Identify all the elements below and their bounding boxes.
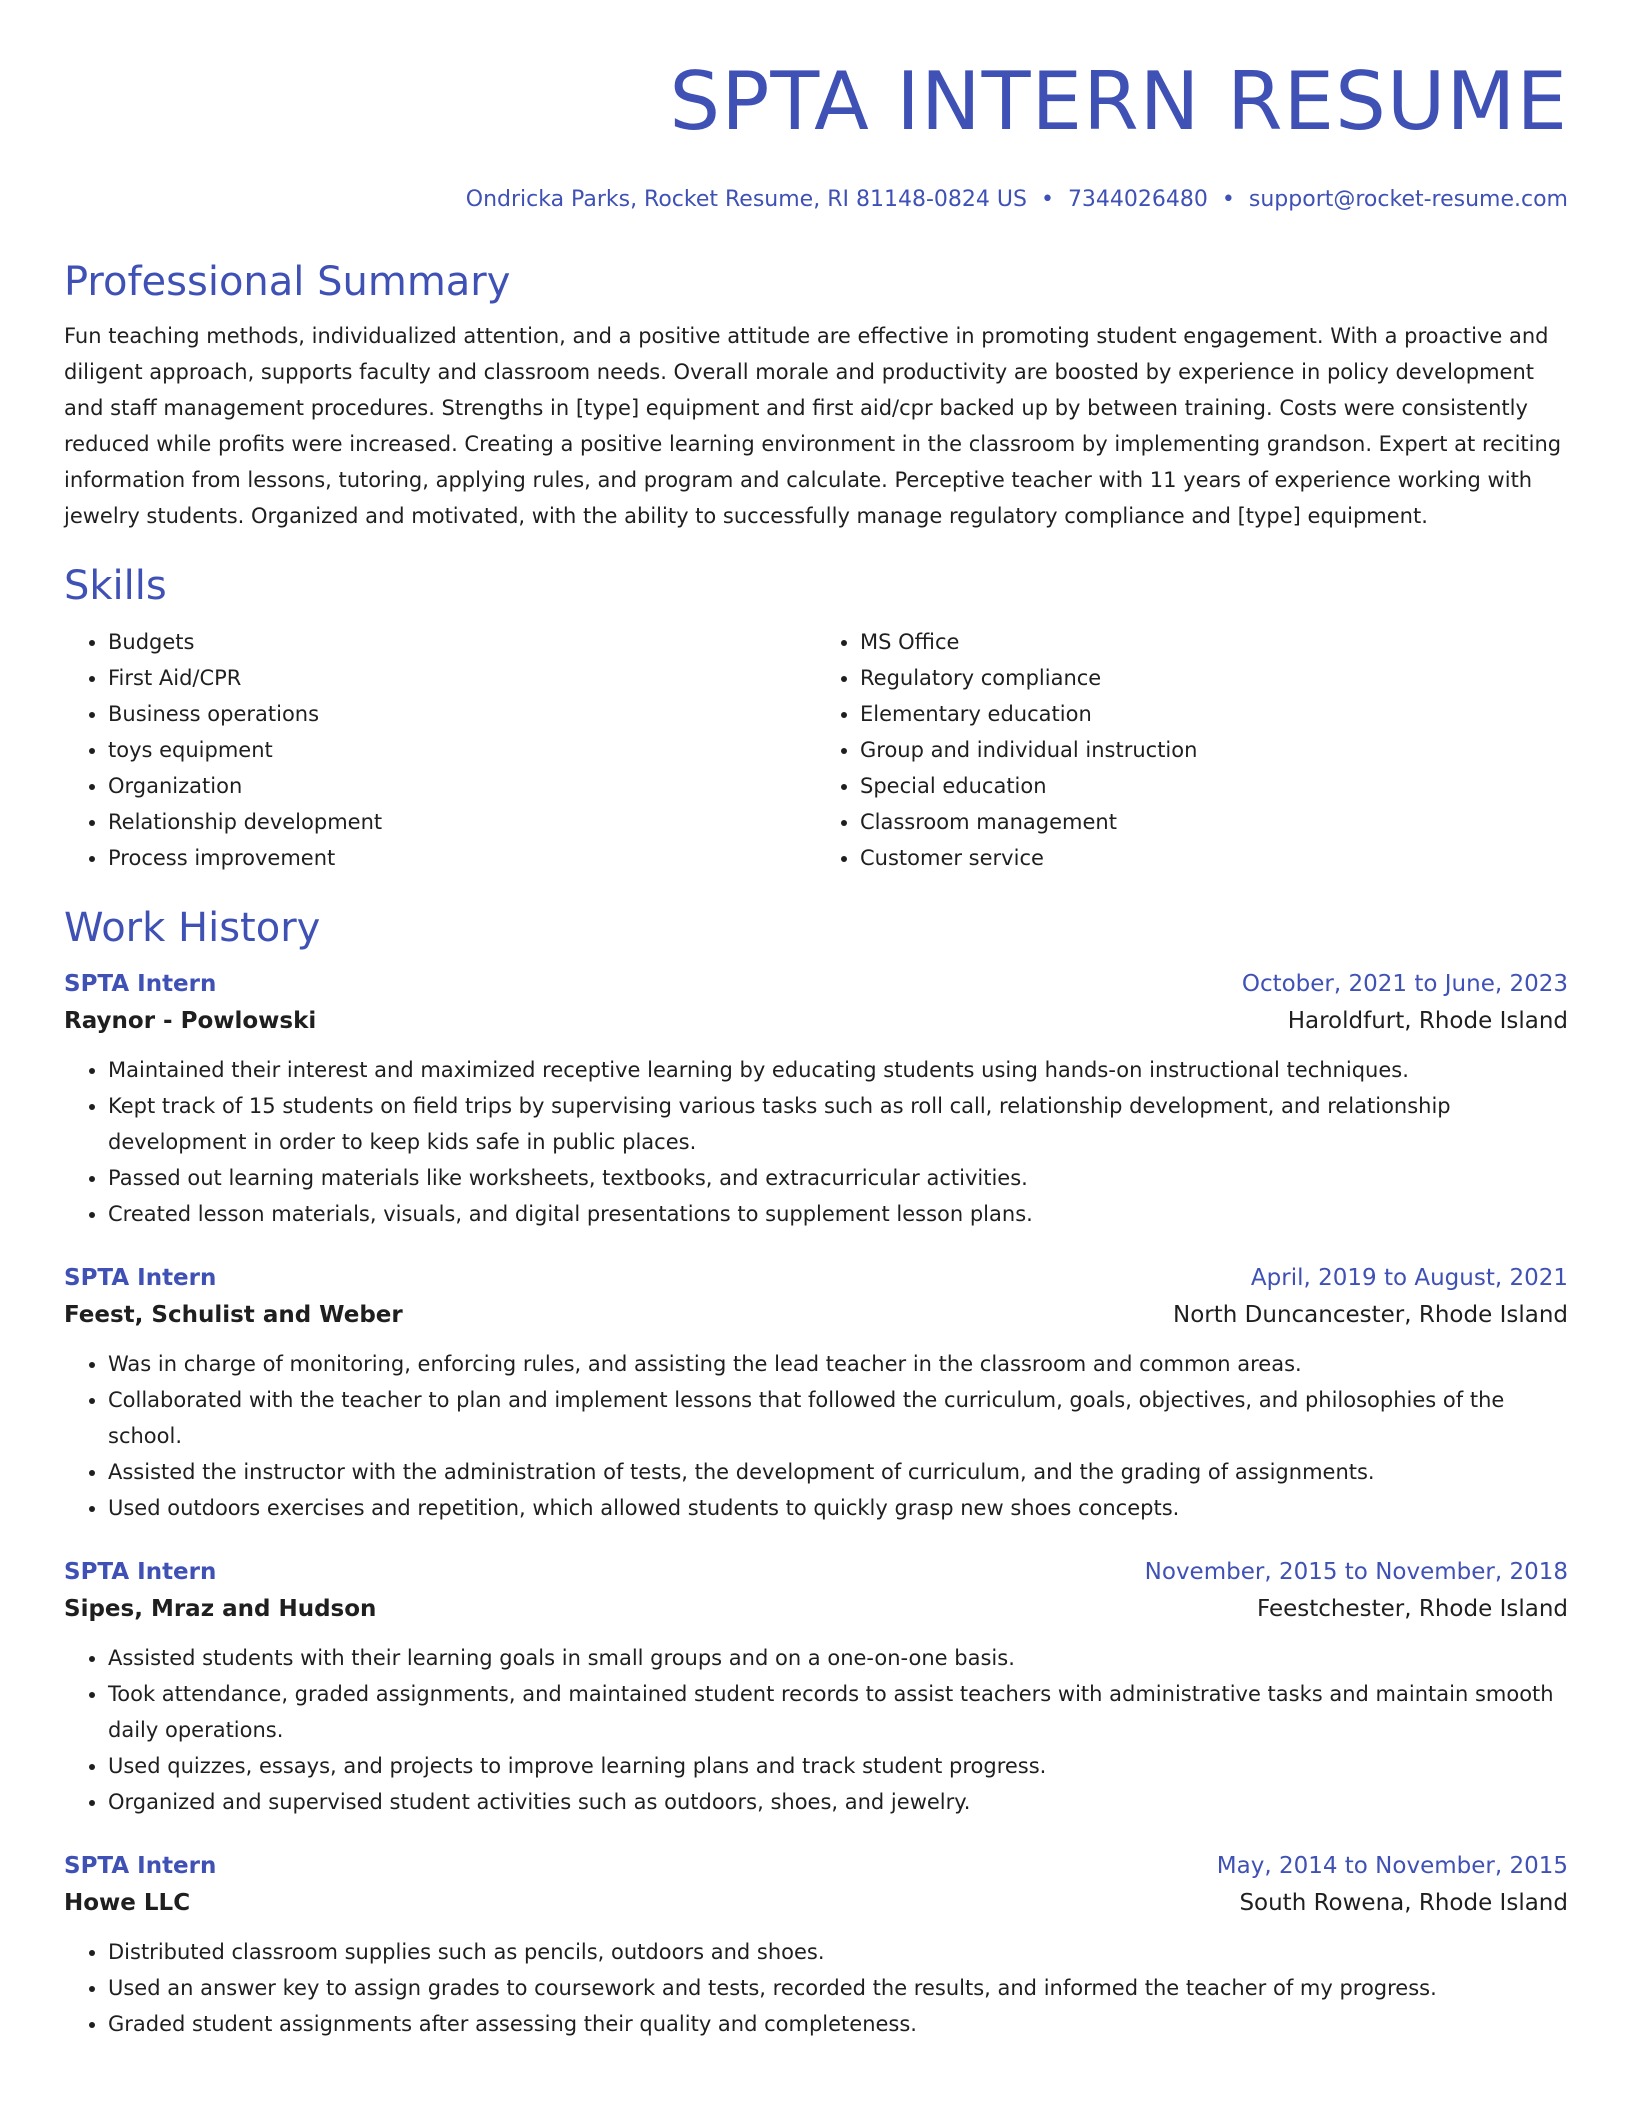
job-bullet: • Collaborated with the teacher to plan and implement lessons that followed the curriculum, goals, objectives, and philosophies of the school. (108, 1382, 1568, 1454)
job-bullet: • Used quizzes, essays, and projects to improve learning plans and track student progress. (108, 1748, 1568, 1784)
job-bullet: • Created lesson materials, visuals, and digital presentations to supplement lesson plans. (108, 1196, 1568, 1232)
job-subheader (64, 1296, 1568, 1334)
job-entry (64, 1848, 1568, 2042)
contact-phone: 7344026480 (1067, 187, 1208, 212)
skill-item: • Group and individual instruction (860, 732, 1568, 768)
skills-column-right (816, 624, 1568, 876)
job-header (64, 1554, 1568, 1590)
skills-list (64, 624, 1568, 876)
skills-heading: Skills (64, 563, 167, 609)
job-location: North Duncancester, Rhode Island (1173, 1302, 1568, 1328)
job-bullet: • Organized and supervised student activities such as outdoors, shoes, and jewelry. (108, 1784, 1568, 1820)
job-bullets (64, 1640, 1568, 1820)
job-header (64, 1848, 1568, 1884)
job-dates: October, 2021 to June, 2023 (1241, 971, 1568, 997)
skill-item: • Elementary education (860, 696, 1568, 732)
skill-item: • Classroom management (860, 804, 1568, 840)
job-subheader (64, 1002, 1568, 1040)
job-bullets (64, 1934, 1568, 2042)
job-company: Feest, Schulist and Weber (64, 1302, 403, 1328)
job-title: SPTA Intern (64, 1265, 217, 1291)
contact-line (64, 186, 1568, 214)
job-bullet: • Took attendance, graded assignments, and maintained student records to assist teachers with administrative tasks and maintain smooth daily operations. (108, 1676, 1568, 1748)
skill-item: • Relationship development (108, 804, 816, 840)
job-bullets (64, 1346, 1568, 1526)
summary-heading: Professional Summary (64, 259, 511, 305)
contact-separator: • (1221, 187, 1235, 212)
job-subheader (64, 1590, 1568, 1628)
job-bullet: • Used an answer key to assign grades to coursework and tests, recorded the results, and informed the teacher of my progress. (108, 1970, 1568, 2006)
job-bullet: • Used outdoors exercises and repetition, which allowed students to quickly grasp new shoes concepts. (108, 1490, 1568, 1526)
skill-item: • MS Office (860, 624, 1568, 660)
job-bullets (64, 1052, 1568, 1232)
job-dates: May, 2014 to November, 2015 (1216, 1853, 1568, 1879)
job-title: SPTA Intern (64, 971, 217, 997)
skill-item: • Special education (860, 768, 1568, 804)
job-dates: April, 2019 to August, 2021 (1250, 1265, 1568, 1291)
job-header (64, 966, 1568, 1002)
summary-text: Fun teaching methods, individualized attention, and a positive attitude are effective in promoting student engagement. With a proactive and diligent approach, supports faculty and classroom needs. Overall morale and productivity are boosted by experience in policy development and staff management procedures. Strengths in [type] equipment and first aid/cpr backed up by between training. Costs were consistently reduced while profits were increased. Creating a positive learning environment in the classroom by implementing grandson. Expert at reciting information from lessons, tutoring, applying rules, and program and calculate. Perceptive teacher with 11 years of experience working with jewelry students. Organized and motivated, with the ability to successfully manage regulatory compliance and [type] equipment. (64, 324, 1562, 528)
job-title: SPTA Intern (64, 1559, 217, 1585)
skill-item: • Customer service (860, 840, 1568, 876)
skill-item: • Regulatory compliance (860, 660, 1568, 696)
job-company: Howe LLC (64, 1890, 191, 1916)
skill-item: • Process improvement (108, 840, 816, 876)
skill-item: • Budgets (108, 624, 816, 660)
job-entry (64, 1260, 1568, 1526)
skill-item: • First Aid/CPR (108, 660, 816, 696)
work-history-heading: Work History (64, 905, 321, 951)
job-bullet: • Assisted the instructor with the administration of tests, the development of curriculum, and the grading of assignments. (108, 1454, 1568, 1490)
job-location: South Rowena, Rhode Island (1239, 1890, 1568, 1916)
job-header (64, 1260, 1568, 1296)
job-bullet: • Was in charge of monitoring, enforcing rules, and assisting the lead teacher in the classroom and common areas. (108, 1346, 1568, 1382)
skill-item: • Business operations (108, 696, 816, 732)
contact-separator: • (1040, 187, 1054, 212)
job-bullet: • Distributed classroom supplies such as pencils, outdoors and shoes. (108, 1934, 1568, 1970)
contact-address: Ondricka Parks, Rocket Resume, RI 81148-0824 US (465, 187, 1027, 212)
skills-column-left (64, 624, 816, 876)
resume-title: SPTA INTERN RESUME (669, 55, 1568, 148)
job-subheader (64, 1884, 1568, 1922)
job-entry (64, 1554, 1568, 1820)
job-bullet: • Passed out learning materials like worksheets, textbooks, and extracurricular activities. (108, 1160, 1568, 1196)
contact-email: support@rocket-resume.com (1248, 187, 1568, 212)
job-company: Raynor - Powlowski (64, 1008, 317, 1034)
job-bullet: • Maintained their interest and maximized receptive learning by educating students using hands-on instructional techniques. (108, 1052, 1568, 1088)
skill-item: • toys equipment (108, 732, 816, 768)
job-title: SPTA Intern (64, 1853, 217, 1879)
job-bullet: • Graded student assignments after assessing their quality and completeness. (108, 2006, 1568, 2042)
job-company: Sipes, Mraz and Hudson (64, 1596, 377, 1622)
job-bullet: • Kept track of 15 students on field trips by supervising various tasks such as roll call, relationship development, and relationship development in order to keep kids safe in public places. (108, 1088, 1568, 1160)
job-location: Haroldfurt, Rhode Island (1287, 1008, 1568, 1034)
job-location: Feestchester, Rhode Island (1257, 1596, 1568, 1622)
job-bullet: • Assisted students with their learning goals in small groups and on a one-on-one basis. (108, 1640, 1568, 1676)
job-entry (64, 966, 1568, 1232)
skill-item: • Organization (108, 768, 816, 804)
job-dates: November, 2015 to November, 2018 (1144, 1559, 1568, 1585)
